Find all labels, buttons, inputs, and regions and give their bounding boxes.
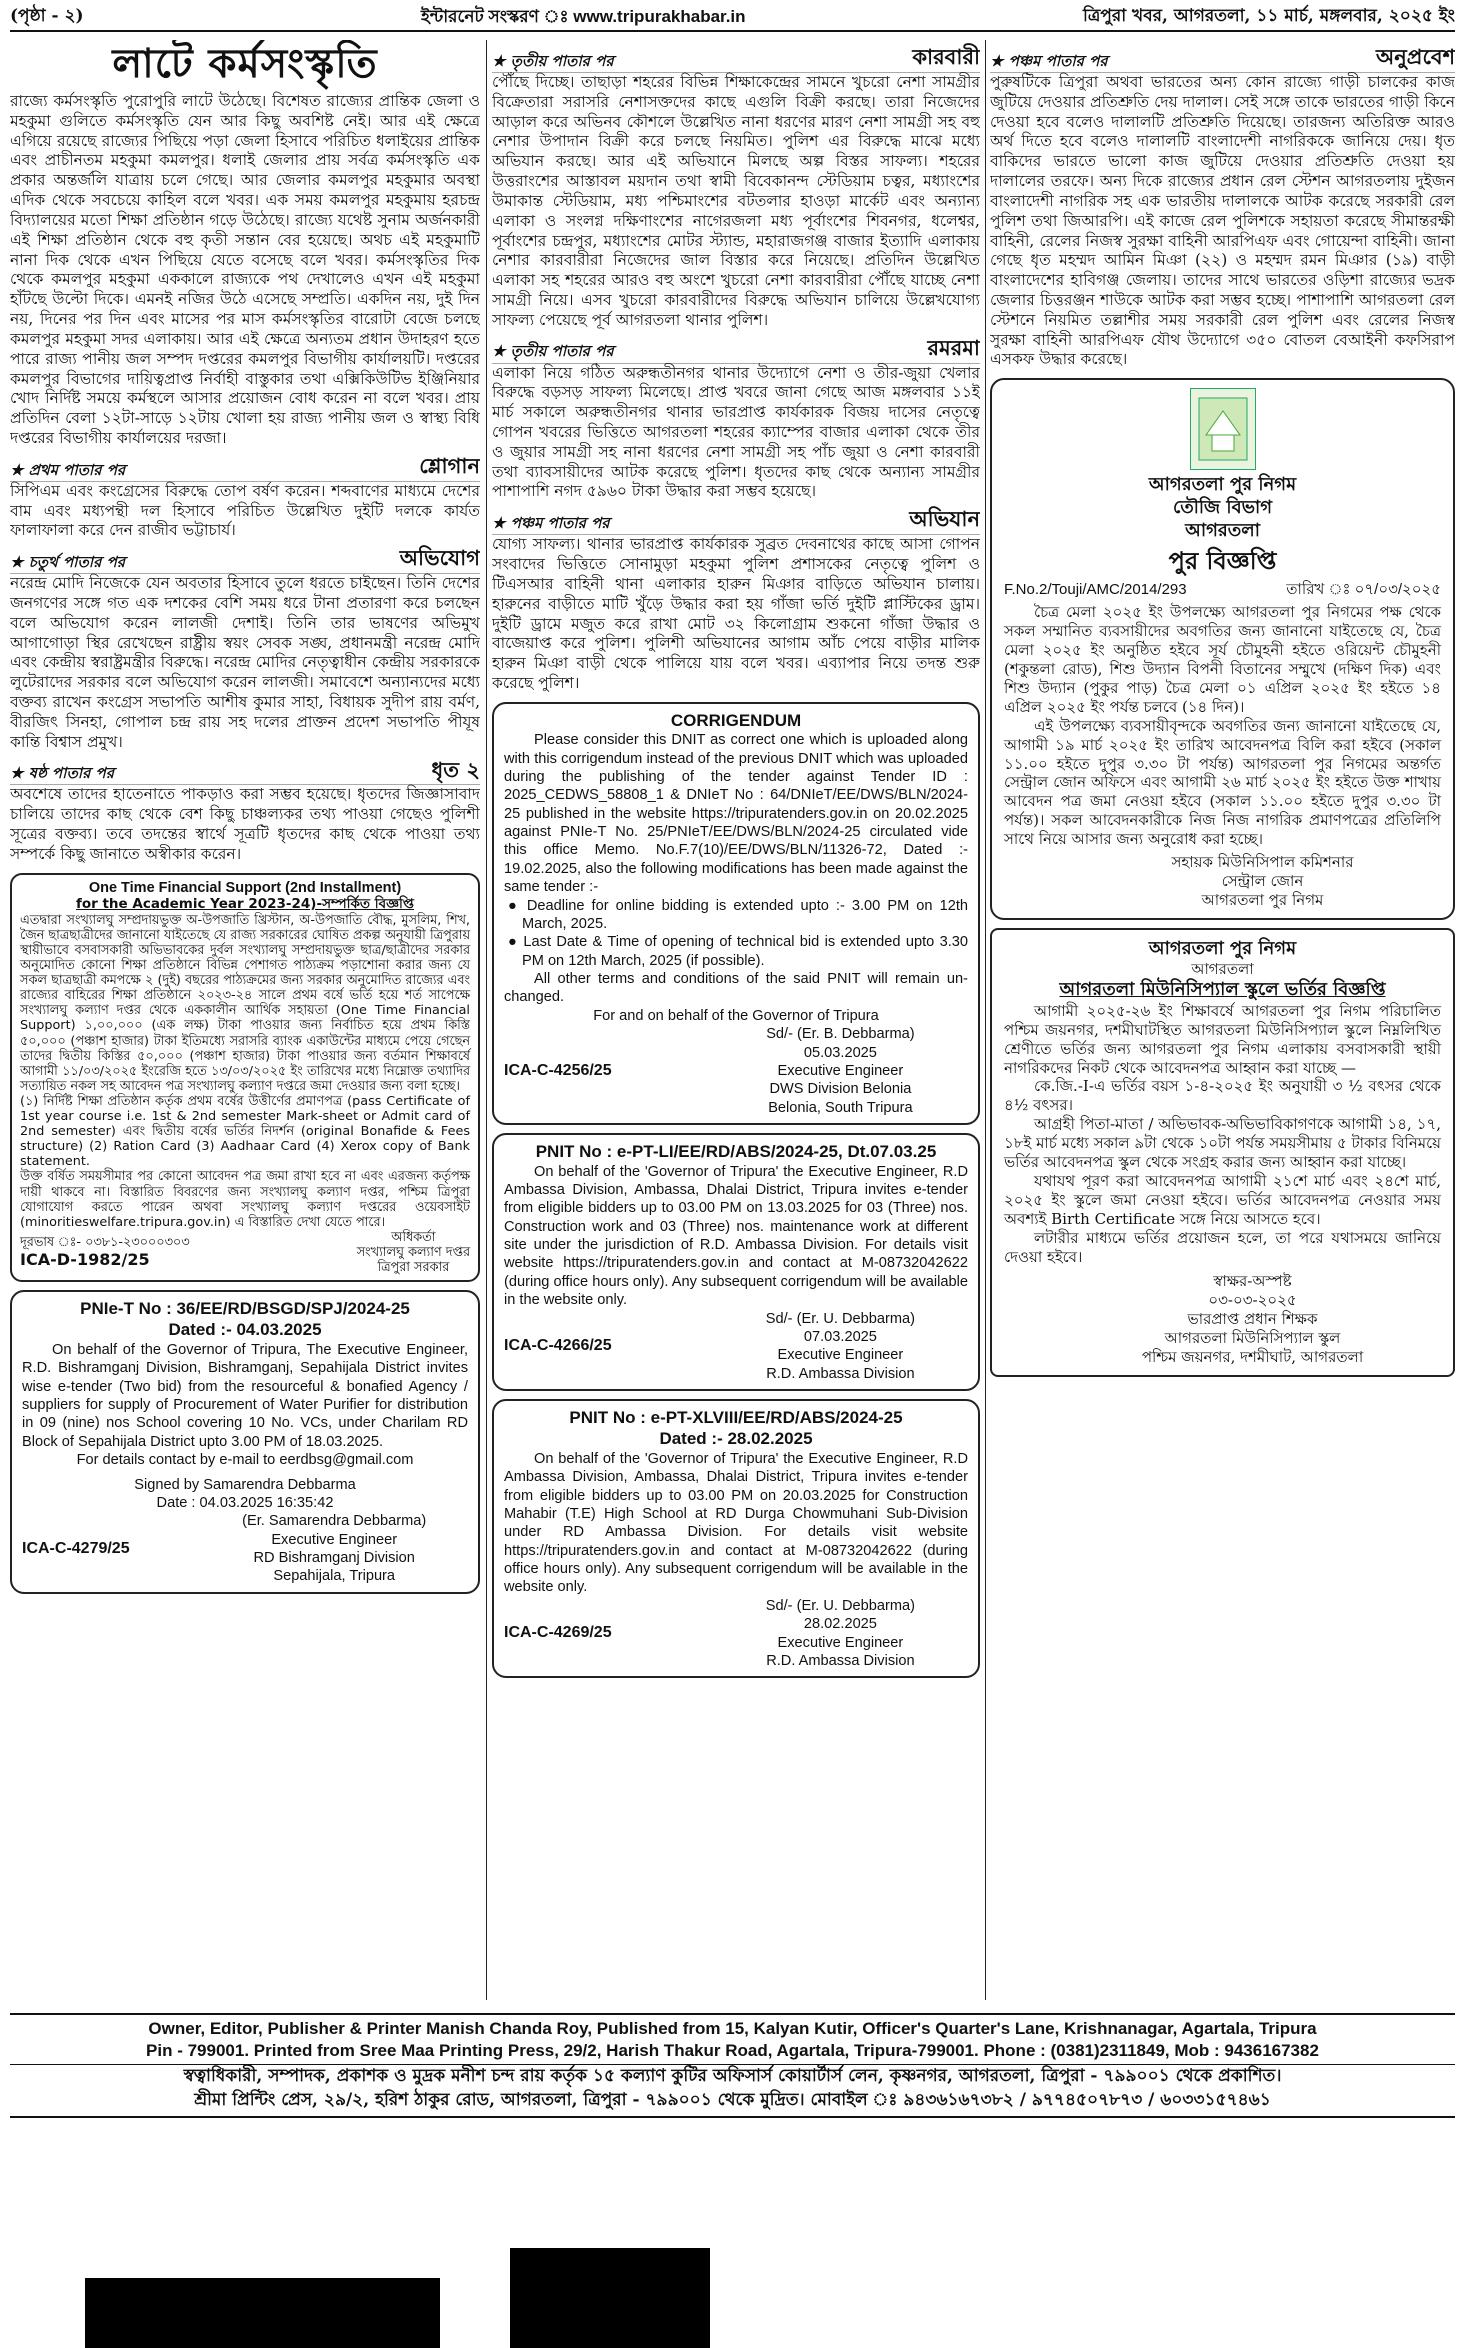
amc-touji-notice: আগরতলা পুর নিগম তৌজি বিভাগ আগরতলা পুর বিজ্ঞপ্তি F.No.2/Touji/AMC/2014/293 তারিখ ঃ ০৭/০৩/২০২৫ চৈত্র মেলা ২০২৫ ইং উপলক্ষ্যে আগরতলা পুর নিগমের পক্ষ থেকে সকল সম্মানিত ব্যবসায়ীদের অবগতির জন্য জানানো যাইতেছে যে, চৈত্র মেলা ২০২৫ ইং অনুষ্ঠিত হইবে সূর্য চৌমুহনী হইতে ওরিয়েন্ট চৌমুহনী (শকুন্তলা রোড), শিশু উদ্যান বিপনী বিতানের সম্মুখে (দক্ষিণ দিক) এবং শিশু উদ্যান (পুকুর পাড়) চৈত্র মেলা ০১ এপ্রিল ২০২৫ ইং হইতে ১৪ এপ্রিল ২০২৫ ইং পর্যন্ত চলবে (১৪ দিন)। এই উপলক্ষ্যে ব্যবসায়ীবৃন্দকে অবগতির জন্য জানানো যাইতেছে যে, আগামী ১৯ মার্চ ২০২৫ ইং তারিখ আবেদনপত্র বিলি করা হইবে (সকাল ১১.০০ হইতে দুপুর ৩.৩০ টা পর্যন্ত) আগরতলা পুর নিগমের অন্তর্গত সেন্ট্রাল জোন অফিসে এবং আগামী ২৬ মার্চ ২০২৫ ইং হইতে উক্ত শাখায় আবেদন পত্র জমা নেওয়া হইবে (সকাল ১১.০০ হইতে দুপুর ৩.৩০ টা পর্যন্ত)। সকল আবেদনকারীকে নিজ নিজ নাগরিক প্রমাণপত্রের প্রতিলিপি সাথে নিয়ে আসার জন্য অনুরোধ করা হচ্ছে। সহায়ক মিউনিসিপাল কমিশনার সেন্ট্রাল জোন আগরতলা পুর নিগম [990, 378, 1455, 919]
corrigendum-notice: CORRIGENDUM Please consider this DNIT as correct one which is uploaded along with this corrigendum instead of the previous DNIT which was uploaded during the publishing of the tender against Tender ID : 2025_CEDWS_58808_1 & DNIeT No : 64/DNIeT/EE/DWS/BLN/2024-25 published in the website https://tripuratenders.gov.in on 20.02.2025 against PNIe-T No. 25/PNIeT/EE/DWS/BLN/2024-25 circulated vide this office Memo. No.F.7(10)/EE/DWS/BLN/11326-72, Dated :- 19.02.2025, also the following modifications has been made against the same tender :- ● Deadline for online bidding is extended upto :- 3.00 PM on 12th March, 2025. ● Last Date & Time of opening of technical bid is extended upto 3.30 PM on 12th March, 2025 (if possible). All other terms and conditions of the said PNIT will remain un-changed. For and on behalf of the Governor of Tripura ICA-C-4256/25 Sd/- (Er. B. Debbarma) 05.03.2025 Executive Engineer DWS Division Belonia Belonia, South Tripura [492, 702, 980, 1125]
notice-org: আগরতলা পুর নিগম [1148, 937, 1297, 959]
redaction-block [510, 2248, 710, 2348]
article-body: যোগ্য সাফল্য। থানার ভারপ্রাপ্ত কার্যকারক সুব্রত দেবনাথের কাছে আসা গোপন সংবাদের ভিত্তিতে সোনামুড়া মহকুমা পুলিশ প্রশাসকের নেতৃত্বে পুলিশ ও টিএসআর বাহিনী থানা এলাকার হারুন মিঞার বাড়িতে অভিযান চালায়। হারুনের বাড়ীতে মাটি খুঁড়ে উদ্ধার করা হয় গাঁজা ভর্তি দুইটি প্লাস্টিকের ড্রাম। দুইটি ড্রামে মজুত করে রাখা মোট ৩২ কিলোগ্রাম শুকনো গাঁজা উদ্ধার ও বাজেয়াপ্ত করে পুলিশ। পুলিশী অভিযানের আগাম আঁচ পেয়ে বাড়ীর মালিক হারুন মিঞা বাড়ী থেকে পালিয়ে যায় বলে খবর। এব্যাপার নিয়ে তদন্ত শুরু করেছে পুলিশ। [492, 535, 980, 692]
amc-logo-icon [1190, 388, 1256, 470]
article-body: পুরুষটিকে ত্রিপুরা অথবা ভারতের অন্য কোন রাজ্যে গাড়ী চালকের কাজ জুটিয়ে দেওয়ার প্রতিশ্রুতি দেয় দালাল। সেই সঙ্গে তাকে ভারতের গাড়ী কিনে দেওয়া হবে বলেও দালালটি প্রতিশ্রুতি দিয়েছে। তারজন্য অতিরিক্ত আরও অর্থ দিতে হবে বলেও দালালটি বাংলাদেশী নাগরিককে জানিয়ে দেয়। ধৃত বাকিদের ভারতে ভালো কাজ জুটিয়ে দেওয়ার প্রতিশ্রুতি দেওয়া হয় দালালের তরফে। অন্য দিকে রাজ্যের প্রধান রেল স্টেশন আগরতলায় দুইজন বাংলাদেশী নাগরিক সহ এক ভারতীয় দালালকে আটক করেছে সরকারী রেল পুলিশ তথা জিআরপি। এই কাজে রেল পুলিশকে সহায়তা করেছে সীমান্তরক্ষী বাহিনী, রেলের নিজস্ব সুরক্ষা বাহিনী আরপিএফ এবং গোয়েন্দা বাহিনী। জানা গেছে ধৃত মহম্মদ আমিন মিঞা (২২) ও মহম্মদ রমন মিঞার (১৯) বাড়ী বাংলাদেশের হাবিগঞ্জ জেলায়। তাদের সাথে ভারতের ওড়িশা রাজ্যের ভদ্রক জেলার চিত্তরঞ্জন শাউকে আটক করা সম্ভব হচ্ছে। পাশাপাশি আগরতলা রেল স্টেশনে নিয়মিত তল্লাশীর সময় সরকারী রেল পুলিশ এবং রেলের নিজস্ব সুরক্ষা বাহিনী আরপিএফ যৌথ উদ্যোগে ৩৫০ বোতল বেআইনী কফসিরাপ এসকফ উদ্ধার করেছে। [990, 72, 1455, 369]
notice-body: এতদ্বারা সংখ্যালঘু সম্প্রদায়ভুক্ত অ-উপজাতি খ্রিস্টান, অ-উপজাতি বৌদ্ধ, মুসলিম, শিখ, জৈন ছাত্রছাত্রীদের জানানো যাইতেছে যে রাজ্য সরকারের ঘোষিত প্রকল্প অনুযায়ী ত্রিপুরায় স্থায়ীভাবে বসবাসকারী অভিভাবকের দুর্বল সংখ্যালঘু সম্প্রদায়ভুক্ত ছাত্র/ছাত্রীদের সরকার অনুমোদিত কোনো শিক্ষা প্রতিষ্ঠানে বিভিন্ন পেশাগত পাঠ্যক্রম পড়াশোনা করার জন্য যে সকল ছাত্রছাত্রী কমপক্ষে ২ (দুই) বছরের পাঠ্যক্রমের জন্য সরকার অনুমোদিত রাজ্যের এবং রাজ্যের বাহিরের শিক্ষা প্রতিষ্ঠানে ২০২৩-২৪ সালে প্রথম বর্ষে ভর্তি হয়ে শর্ত সাপেক্ষে সংখ্যালঘু কল্যাণ দপ্তর থেকে এককালীন আর্থিক সহায়তা (One Time Financial Support) ১,০০,০০০ (এক লক্ষ) টাকা পাওয়ার জন্য নির্বাচিত হয়ে প্রথম কিস্তি ৫০,০০০ (পঞ্চাশ হাজার) টাকা ইতিমধ্যে সরাসরি ব্যাংক একাউন্টের মাধ্যমে পেয়ে গেছেন তাদের দ্বিতীয় কিস্তির ৫০,০০০ (পঞ্চাশ হাজার) টাকা পাওয়ার জন্য বর্তমান শিক্ষাবর্ষে আগামী ১১/০৩/২০২৫ ইংরেজি হতে ১৩/০৩/২০২৫ ইং তারিখের মধ্যে নিম্নোক্ত তথ্যাদির সত্যায়িত নকল সহ আবেদন পত্র সংখ্যালঘু কল্যাণ দপ্তরে জমা দেওয়ার জন্য বলা হচ্ছে। [20, 912, 470, 1094]
signature-block: স্বাক্ষর-অস্পষ্ট ০৩-০৩-২০২৫ ভারপ্রাপ্ত প্রধান শিক্ষক আগরতলা মিউনিসিপ্যাল স্কুল পশ্চিম জয়নগর, দশমীঘাট, আগরতলা [1141, 1272, 1364, 1366]
column-left [10, 40, 480, 2015]
notice-body: On behalf of the 'Governor of Tripura' the Executive Engineer, R.D Ambassa Division, Ambassa, Dhalai District, Tripura invites e-tender from eligible bidders up to 03.00 PM on 13.03.2025 for 03 (Three) nos. Construction work and 03 (Three) nos. maintenance work at different site under the jurisdiction of R.D. Ambassa Division. For details visit website https://tripuratenders.gov.in and contact at M-08732042622 (during office hours only). Any subsequent corrigendum will be available in the website only. [504, 1163, 968, 1309]
pnit-notice-2 [492, 1399, 980, 1678]
notice-body: On behalf of the Governor of Tripura, The Executive Engineer, R.D. Bishramganj Division, Bishramganj, Sepahijala District invites wise e-tender (Two bid) from the resourceful & bonafied Agency / suppliers for supply of Procurement of Water Purifier for distribution in 09 (nine) nos School covering 10 No. VCs, under Charilam RD Block of Sepahijala District upto 3.00 PM of 18.03.2025. [22, 1341, 468, 1450]
page-header [10, 4, 1455, 32]
article-body: পৌঁছে দিচ্ছে। তাছাড়া শহরের বিভিন্ন শিক্ষাকেন্দ্রের সামনে খুচরো নেশা সামগ্রীর বিক্রেতারা সরাসরি নেশাসক্তদের কাছে এগুলি বিক্রী করছে। তারা নিজেদের আড়াল করে অভিনব কৌশলে উল্লেখিত নানা ধরণের মারণ নেশা সামগ্রী সহ বহু নেশার উপাদান বিক্রী করে চলছে নিয়মিত। পুলিশ এর বিরুদ্ধে মাঝে মধ্যে অভিযান করছে। আর এই অভিযানে মিলছে অল্প বিস্তর সাফল্য। শহরের উত্তরাংশের আস্তাবল ময়দান তথা স্বামী বিবেকানন্দ স্টেডিয়াম চত্বর, মধ্যাংশের উমাকান্ত স্টেডিয়াম, মধ্য পশ্চিমাংশের বটতলার হাওড়া মার্কেট এবং অন্যান্য এলাকা ও সংলগ্ন দক্ষিণাংশের নাগেরজলা মধ্য পূর্বাংশের শিবনগর, ধলেশ্বর, পূর্বাংশের চন্দ্রপুর, মধ্যাংশের মোটর স্ট্যান্ড, মহারাজগঞ্জ বাজার ইত্যাদি এলাকায় নেশার কারবারীরা নিজেদের জাল বিস্তার করে নিয়েছে। প্রতিদিন উল্লেখিত এলাকা সহ শহরের আরও বহু অংশে খুচরো নেশা কারবারীরা পৌঁছে যাচ্ছে নেশা সামগ্রী নিয়ে। এসব খুচরো কারবারীদের বিরুদ্ধে অভিযান চালিয়ে উল্লেখযোগ্য সাফল্য পেয়েছে পূর্ব আগরতলা থানার পুলিশ। [492, 72, 980, 329]
notice-documents: (১) নির্দিষ্ট শিক্ষা প্রতিষ্ঠান কর্তৃক প্রথম বর্ষের উত্তীর্ণের প্রমাণপত্র (pass Certificate of 1st year course i.e. 1st & 2nd semester Mark-sheet or Admit card of 2nd semester) এবং দ্বিতীয় বর্ষের ভর্তির নিদর্শন (original Bonafide & Fees structure) (2) Ration Card (3) Aadhaar Card (4) Xerox copy of Bank statement. [20, 1093, 470, 1170]
column-divider [985, 40, 986, 2000]
notice-title: পুর বিজ্ঞপ্তি [1168, 546, 1277, 576]
notice-org: আগরতলা পুর নিগম [1148, 474, 1297, 496]
lead-article-body: রাজ্যে কর্মসংস্কৃতি পুরোপুরি লাটে উঠেছে। বিশেষত রাজ্যের প্রান্তিক জেলা ও মহকুমা গুলিতে কর্মসংস্কৃতি যেন আর কিছু অবশিষ্ট নেই। আর এই ক্ষেত্রে এগিয়ে রয়েছে রাজ্যের পিছিয়ে পড়া জেলা হিসাবে পরিচিত ধলাইয়ের প্রান্তিক এবং প্রাচীনতম মহকুমা কমলপুর। ধলাই জেলার প্রায় সর্বত্র কর্মসংস্কৃতি এক প্রকার অন্তর্জলি যাত্রায় চলে গেছে। আর জেলার কমলপুর মহকুমার অবস্থা এদিক থেকে সবচেয়ে কাহিল বলে খবর। এক সময় কমলপুর মহকুমায় হরচন্দ্র বিদ্যালয়ের মতো শিক্ষা প্রতিষ্ঠান গড়ে উঠেছে। রাজ্যে যথেষ্ট সুনাম অর্জনকারী এই শিক্ষা প্রতিষ্ঠান থেকে বহু কৃতী সন্তান বের হয়েছে। অথচ এই মহকুমাটি নানা দিক থেকে এখন পিছিয়ে যেতে বসেছে বলে খবর। কর্মসংস্কৃতির দিক থেকে কমলপুর মহকুমা এককালে রাজ্যকে পথ দেখালেও এখন এই মহকুমা হাঁটছে উল্টো দিকে। এমনই নজির উঠে এসেছে সম্প্রতি। একদিন নয়, দুই দিন নয়, দিনের পর দিন এবং মাসের পর মাস কর্মসংস্কৃতির বারোটা বেজে চলছে কমলপুর মহকুমা সদর এলাকায়। আর এই ক্ষেত্রে অন্যতম প্রধান উদাহরণ হতে পারে রাজ্য পানীয় জল সম্পদ দপ্তরের কমলপুর বিভাগীয় কার্যালয়টি। দপ্তরের কমলপুর বিভাগের দায়িত্বপ্রাপ্ত নির্বাহী বাস্তুকার তথা এক্সিকিউটিভ ইঞ্জিনিয়ার খোদ নির্দিষ্ট সময়ে কর্মস্থলে আসার প্রয়োজন বোধ করেন না বলে খবর। প্রায় প্রতিদিন বেলা ১২টা-সাড়ে ১২টায় খোলা হয় রাজ্য পানীয় জল ও স্বাস্থ্য বিধি দপ্তরের বিভাগীয় কার্যালয়ের দরজা। [10, 92, 480, 448]
notice-body: এই উপলক্ষ্যে ব্যবসায়ীবৃন্দকে অবগতির জন্য জানানো যাইতেছে যে, আগামী ১৯ মার্চ ২০২৫ ইং তারিখ আবেদনপত্র বিলি করা হইবে (সকাল ১১.০০ হইতে দুপুর ৩.৩০ টা পর্যন্ত) আগরতলা পুর নিগমের অন্তর্গত সেন্ট্রাল জোন অফিসে এবং আগামী ২৬ মার্চ ২০২৫ ইং হইতে উক্ত শাখায় আবেদন পত্র জমা নেওয়া হইবে (সকাল ১১.০০ হইতে দুপুর ৩.৩০ টা পর্যন্ত)। সকল আবেদনকারীকে নিজ নিজ নাগরিক প্রমাণপত্রের প্রতিলিপি সাথে নিয়ে আসার জন্য অনুরোধ করা হচ্ছে। [1004, 716, 1441, 849]
column-divider [486, 40, 487, 2000]
notice-title: আগরতলা মিউনিসিপ্যাল স্কুলে ভর্তির বিজ্ঞপ্তি [1059, 979, 1386, 1001]
notice-body: আগামী ২০২৫-২৬ ইং শিক্ষাবর্ষে আগরতলা পুর নিগম পরিচালিত পশ্চিম জয়নগর, দশমীঘাটস্থিত আগরতলা মিউনিসিপ্যাল স্কুলে নিম্নলিখিত শ্রেণীতে ভর্তির জন্য আগরতলা পুর নিগম এলাকায় বসবাসকারী স্থায়ী নাগরিকদের নিকট থেকে আবেদনপত্র আহ্বান করা যাচ্ছে — [1004, 1001, 1441, 1077]
lead-headline: লাটে কর্মসংস্কৃতি [112, 40, 378, 87]
imprint-footer: Owner, Editor, Publisher & Printer Manish Chanda Roy, Published from 15, Kalyan Kutir, Officer's Quarter's Lane, Krishnanagar, Agartala, Tripura Pin - 799001. Printed from Sree Maa Printing Press, 29/2, Harish Thakur Road, Agartala, Tripura-799001. Phone : (0381)2311849, Mob : 9436167382 স্বত্বাধিকারী, সম্পাদক, প্রকাশক ও মুদ্রক মনীশ চন্দ রায় কর্তৃক ১৫ কল্যাণ কুটির অফিসার্স কোয়ার্টার্স লেন, কৃষ্ণনগর, আগরতলা, ত্রিপুরা - ৭৯৯০০১ থেকে প্রকাশিত। শ্রীমা প্রিন্টিং প্রেস, ২৯/২, হরিশ ঠাকুর রোড, আগরতলা, ত্রিপুরা - ৭৯৯০০১ থেকে মুদ্রিত। মোবাইল ঃ ৯৪৩৬১৬৭৩৮২ / ৯৭৭৪৫০৭৮৭৩ / ৬০৩৩১৫৭৪৬১ [10, 2013, 1455, 2118]
notice-title: PNIT No : e-PT-XLVIII/EE/RD/ABS/2024-25 [569, 1408, 903, 1427]
notice-subtitle: for the Academic Year 2023-24)-সম্পর্কিত বিজ্ঞপ্তি [75, 895, 415, 912]
notice-title: PNIe-T No : 36/EE/RD/BSGD/SPJ/2024-25 [80, 1299, 410, 1319]
article-body: নরেন্দ্র মোদি নিজেকে যেন অবতার হিসাবে তুলে ধরতে চাইছেন। তিনি দেশের জনগণের সঙ্গে গত এক দশকের বেশি সময় ধরে টানা প্রতারণা করে চলছেন বলে অভিযোগ করেন লালজী দেশাই। তিনি তার ভাষণের অভিমুখ আগাগোড়া স্থির রেখেছেন রাষ্ট্রীয় স্বয়ং সেবক সঙ্ঘ, প্রধানমন্ত্রী নরেন্দ্র মোদি এবং কেন্দ্রীয় স্বরাষ্ট্রমন্ত্রীর বিরুদ্ধে। নরেন্দ্র মোদির নেতৃত্বাধীন কেন্দ্রীয় সরকারকে লুটেরাদের সরকার বলে অভিযোগ করেন লালজী। সমাবেশে অন্যান্যদের মধ্যে বক্তব্য রাখেন কংগ্রেস সভাপতি আশীষ কুমার সাহা, বিধায়ক সুদীপ রায় বর্মণ, বীরজিৎ সিনহা, গোপাল চন্দ্র রায় সহ দলের প্রাক্তন প্রদেশ সভাপতি পীযূষ কান্তি বিশ্বাস প্রমুখ। [10, 574, 480, 751]
column-middle [492, 40, 980, 2015]
dateline: ত্রিপুরা খবর, আগরতলা, ১১ মার্চ, মঙ্গলবার, ২০২৫ ইং [1082, 6, 1455, 27]
signature-block: সহায়ক মিউনিসিপাল কমিশনার সেন্ট্রাল জোন আগরতলা পুর নিগম [1171, 853, 1354, 909]
article-body: অবশেষে তাদের হাতেনাতে পাকড়াও করা সম্ভব হয়েছে। ধৃতদের জিজ্ঞাসাবাদ চালিয়ে তাদের কাছ থেকে বেশ কিছু চাঞ্চল্যকর তথ্য পাওয়া গেছেও পুলিশী সূত্রের বক্তব্য। তবে তদন্তের স্বার্থে সূত্রটি ধৃতদের কাছ থেকে পাওয়া তথ্য সম্পর্কে কিছু জানাতে অস্বীকার করেন। [10, 785, 480, 863]
notice-date: Dated :- 28.02.2025 [659, 1429, 813, 1449]
notice-date: তারিখ ঃ ০৭/০৩/২০২৫ [1286, 580, 1441, 598]
continuation-header: ★ তৃতীয় পাতার পর রমরমা [492, 335, 980, 364]
ica-number: ICA-D-1982/25 [20, 1249, 150, 1269]
otfs-notice [10, 873, 480, 1282]
signature-block: ICA-C-4269/25 Sd/- (Er. U. Debbarma) 28.02.2025 Executive Engineer R.D. Ambassa Division [504, 1597, 916, 1669]
signature-block: ICA-C-4266/25 Sd/- (Er. U. Debbarma) 07.03.2025 Executive Engineer R.D. Ambassa Division [504, 1310, 916, 1382]
signature-block: ICA-C-4279/25 (Er. Samarendra Debbarma) Executive Engineer RD Bishramganj Division Sepahijala, Tripura [22, 1513, 427, 1585]
continuation-header: ★ পঞ্চম পাতার পর অনুপ্রবেশ [990, 44, 1455, 73]
notice-body: On behalf of the 'Governor of Tripura' the Executive Engineer, R.D Ambassa Division, Ambassa, Dhalai District, Tripura invites e-tender from eligible bidders up to 03.00 PM on 20.03.2025 for Construction Mahabir (T.E) High School at RD Durga Chowmuhani Sub-Division under RD Ambassa Division. For details visit website https://tripuratenders.gov.in and contact at M-08732042622 (during office hours only). Any subsequent corrigendum will be available in the website only. [504, 1450, 968, 1596]
notice-body: Please consider this DNIT as correct one which is uploaded along with this corrigendum instead of the previous DNIT which was uploaded during the publishing of the tender against Tender ID : 2025_CEDWS_58808_1 & DNIeT No : 64/DNIeT/EE/DWS/BLN/2024-25 published in the website https://tripuratenders.gov.in on 20.02.2025 against PNIe-T No. 25/PNIeT/EE/DWS/BLN/2024-25 circulated vide this office Memo. No.F.7(10)/EE/DWS/BLN/11326-72, Dated :- 19.02.2025, also the following modifications has been made against the same tender :- [504, 732, 968, 896]
notice-date: Dated :- 04.03.2025 [168, 1320, 322, 1340]
notice-bullet: ● Deadline for online bidding is extended upto :- 3.00 PM on 12th March, 2025. [508, 897, 968, 932]
notice-contact: For details contact by e-mail to eerdbsg@gmail.com [76, 1452, 414, 1469]
pnie-tender-notice: PNIe-T No : 36/EE/RD/BSGD/SPJ/2024-25 Dated :- 04.03.2025 On behalf of the Governor of Tripura, The Executive Engineer, R.D. Bishramganj Division, Bishramganj, Sepahijala District invites wise e-tender (Two bid) from the resourceful & bonafied Agency / suppliers for supply of Procurement of Water Purifier for distribution in 09 (nine) nos School covering 10 No. VCs, under Charilam RD Block of Sepahijala District upto 3.00 PM of 18.03.2025. For details contact by e-mail to eerdbsg@gmail.com Signed by Samarendra Debbarma Date : 04.03.2025 16:35:42 ICA-C-4279/25 (Er. Samarendra Debbarma) Executive Engineer RD Bishramganj Division Sepahijala, Tripura [10, 1290, 480, 1594]
page-number: (পৃষ্ঠা - ২) [10, 6, 84, 27]
notice-bullet: ● Last Date & Time of opening of technical bid is extended upto 3.30 PM on 12th March, 2025 (if possible). [508, 934, 968, 969]
notice-tail: উক্ত বর্ষিত সময়সীমার পর কোনো আবেদন পত্র জমা রাখা হবে না এবং এরজন্য কর্তৃপক্ষ দায়ী থাকবে না। বিস্তারিত বিবরণের জন্য সংখ্যালঘু কল্যাণ দপ্তর, পশ্চিম ত্রিপুরা যোগাযোগ করতে পারেন অথবা সংখ্যালঘু কল্যাণ দপ্তরের ওয়েবসাইট (minoritieswelfare.tripura.gov.in) এ বিস্তারিত দেখা যেতে পারে। [20, 1169, 470, 1230]
newspaper-page [10, 0, 1455, 2348]
ica-number: ICA-C-4266/25 [504, 1337, 612, 1355]
signature-block: দূরভাষ ঃ- ০৩৮১-২৩০০০৩০৩ ICA-D-1982/25 অধিকর্তা সংখ্যালঘু কল্যাণ দপ্তর ত্রিপুরা সরকার [20, 1229, 470, 1275]
continuation-header: ★ পঞ্চম পাতার পর অভিযান [492, 506, 980, 535]
column-right [990, 40, 1455, 2015]
ica-number: ICA-C-4269/25 [504, 1624, 612, 1642]
article-body: সিপিএম এবং কংগ্রেসের বিরুদ্ধে তোপ বর্ষণ করেন। শব্দবাণের মাধ্যমে দেশের বাম এবং মধ্যপন্থী দল হিসাবে পরিচিত উল্লেখিত দুইটি দলকে কার্যত ফালাফালা করে দেন রাজীব ভট্টাচার্য। [10, 481, 480, 540]
notice-title: CORRIGENDUM [670, 710, 802, 730]
ica-number: ICA-C-4279/25 [22, 1539, 130, 1557]
redaction-block [85, 2278, 440, 2348]
continuation-header: ★ প্রথম পাতার পর শ্লোগান [10, 453, 480, 482]
notice-body: চৈত্র মেলা ২০২৫ ইং উপলক্ষ্যে আগরতলা পুর নিগমের পক্ষ থেকে সকল সম্মানিত ব্যবসায়ীদের অবগতির জন্য জানানো যাইতেছে যে, চৈত্র মেলা ২০২৫ ইং অনুষ্ঠিত হইবে সূর্য চৌমুহনী হইতে ওরিয়েন্ট চৌমুহনী (শকুন্তলা রোড), শিশু উদ্যান বিপনী বিতানের সম্মুখে (দক্ষিণ দিক) এবং শিশু উদ্যান (পুকুর পাড়) চৈত্র মেলা ০১ এপ্রিল ২০২৫ ইং হইতে ১৪ এপ্রিল ২০২৫ ইং পর্যন্ত চলবে (১৪ দিন)। [1004, 603, 1441, 716]
continuation-header: ★ ষষ্ঠ পাতার পর ধৃত ২ [10, 757, 480, 786]
pnit-notice-1 [492, 1133, 980, 1391]
article-body: এলাকা নিয়ে গঠিত অরুন্ধতীনগর থানার উদ্যোগে নেশা ও তীর-জুয়া খেলার বিরুদ্ধে বড়সড় সাফল্য মিলেছে। প্রাপ্ত খবরে জানা গেছে আজ মঙ্গলবার ১১ই মার্চ সকালে অরুন্ধতীনগর থানার ভারপ্রাপ্ত কার্যকারক বিজয় দাসের নেতৃত্বে গোপন খবরের ভিত্তিতে আগরতলা শহরের ক্যাম্পের বাজার এলাকা থেকে তীর ও জুয়ার সামগ্রী সহ নানা ধরণের নেশা সামগ্রী সহ পাঁচ জুয়া ও নেশা কারবারী তথা ব্যাবসায়ীদের আটক করেছে পুলিশ। ধৃতদের কাছ থেকে অন্যান্য সামগ্রীর পাশাপাশি নগদ ৫৯৬০ টাকা উদ্ধার করা সম্ভব হয়েছে। [492, 363, 980, 501]
ica-number: ICA-C-4256/25 [504, 1062, 612, 1080]
signature-block: ICA-C-4256/25 Sd/- (Er. B. Debbarma) 05.03.2025 Executive Engineer DWS Division Belonia Belonia, South Tripura [504, 1026, 915, 1116]
file-number: F.No.2/Touji/AMC/2014/293 [1004, 580, 1187, 598]
continuation-header: ★ তৃতীয় পাতার পর কারবারী [492, 44, 980, 73]
school-admission-notice: আগরতলা পুর নিগম আগরতলা আগরতলা মিউনিসিপ্যাল স্কুলে ভর্তির বিজ্ঞপ্তি আগামী ২০২৫-২৬ ইং শিক্ষাবর্ষে আগরতলা পুর নিগম পরিচালিত পশ্চিম জয়নগর, দশমীঘাটস্থিত আগরতলা মিউনিসিপ্যাল স্কুলে নিম্নলিখিত শ্রেণীতে ভর্তির জন্য আগরতলা পুর নিগম এলাকায় বসবাসকারী স্থায়ী নাগরিকদের নিকট থেকে আবেদনপত্র আহ্বান করা যাচ্ছে — কে.জি.-I-এ ভর্তির বয়স ১-৪-২০২৫ ইং অনুযায়ী ৩ ½ বৎসর থেকে ৪½ বৎসর। আগ্রহী পিতা-মাতা / অভিভাবক-অভিভাবিকাগণকে আগামী ১৪, ১৭, ১৮ই মার্চ মধ্যে সকাল ৯টা থেকে ১০টা পর্যন্ত সময়সীমায় ৫ টাকার বিনিময়ে ভর্তির আবেদনপত্র স্কুল থেকে সংগ্রহ করার জন্য আহ্বান করা যাচ্ছে। যথাযথ পূরণ করা আবেদনপত্র আগামী ২১শে মার্চ এবং ২৪শে মার্চ, ২০২৫ ইং স্কুলে জমা নেওয়া হইবে। ভর্তির আবেদনপত্র নেওয়ার সময় অবশ্যই Birth Certificate সঙ্গে নিয়ে আসতে হবে। লটারীর মাধ্যমে ভর্তির প্রয়োজন হলে, তা পরে যথাসময়ে জানিয়ে দেওয়া হইবে। স্বাক্ষর-অস্পষ্ট ০৩-০৩-২০২৫ ভারপ্রাপ্ত প্রধান শিক্ষক আগরতলা মিউনিসিপ্যাল স্কুল পশ্চিম জয়নগর, দশমীঘাট, আগরতলা [990, 928, 1455, 1377]
notice-title: PNIT No : e-PT-LI/EE/RD/ABS/2024-25, Dt.07.03.25 [535, 1142, 937, 1162]
continuation-header: ★ চতুর্থ পাতার পর অভিযোগ [10, 545, 480, 574]
edition-url: ইন্টারনেট সংস্করণ ঃ www.tripurakhabar.in [421, 7, 746, 27]
notice-title: One Time Financial Support (2nd Installment) [88, 879, 402, 896]
